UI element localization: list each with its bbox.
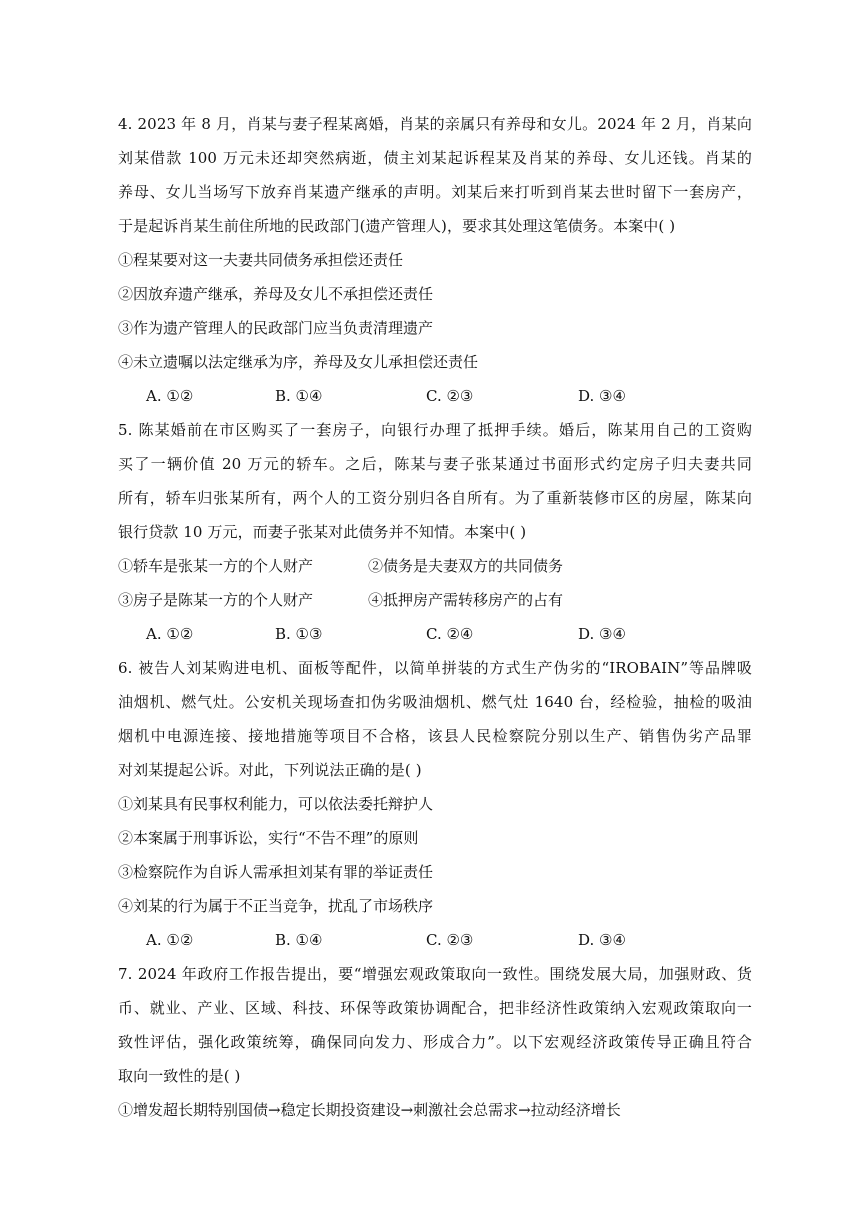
statement-option: ④抵押房产需转移房产的占有	[368, 591, 564, 609]
choice-d[interactable]: D. ③④	[578, 625, 626, 643]
statement-option: ①轿车是张某一方的个人财产	[118, 557, 314, 575]
question-stem-line: 油烟机、燃气灶。公安机关现场查扣伪劣吸油烟机、燃气灶 1640 台，经检验，抽检的吸油	[118, 693, 752, 711]
statement-option: ③房子是陈某一方的个人财产	[118, 591, 314, 609]
question-stem-line: 买了一辆价值 20 万元的轿车。之后，陈某与妻子张某通过书面形式约定房子归夫妻共同	[118, 455, 752, 473]
exam-content	[118, 107, 752, 1127]
statement-option: ①增发超长期特别国债→稳定长期投资建设→刺激社会总需求→拉动经济增长	[118, 1101, 621, 1119]
choice-b[interactable]: B. ①④	[275, 931, 323, 949]
question-stem-line: 5. 陈某婚前在市区购买了一套房子，向银行办理了抵押手续。婚后，陈某用自己的工资购	[118, 421, 752, 439]
choice-d[interactable]: D. ③④	[578, 931, 626, 949]
question-stem-line: 致性评估，强化政策统筹，确保同向发力、形成合力”。以下宏观经济政策传导正确且符合	[118, 1033, 752, 1051]
statement-option: ②债务是夫妻双方的共同债务	[368, 557, 564, 575]
question-stem-line: 7. 2024 年政府工作报告提出，要“增强宏观政策取向一致性。围绕发展大局，加强财政、货	[118, 965, 752, 983]
answer-choices	[118, 923, 752, 957]
choice-a[interactable]: A. ①②	[146, 931, 194, 949]
statement-option: ③检察院作为自诉人需承担刘某有罪的举证责任	[118, 863, 434, 881]
question-stem-line: 养母、女儿当场写下放弃肖某遗产继承的声明。刘某后来打听到肖某去世时留下一套房产，	[118, 183, 752, 201]
statement-option: ①程某要对这一夫妻共同债务承担偿还责任	[118, 251, 404, 269]
choice-a[interactable]: A. ①②	[146, 625, 194, 643]
question-4	[118, 107, 752, 413]
statement-option: ②因放弃遗产继承，养母及女儿不承担偿还责任	[118, 285, 434, 303]
question-stem-line: 6. 被告人刘某购进电机、面板等配件，以简单拼装的方式生产伪劣的“IROBAIN”等品牌吸	[118, 659, 752, 677]
statement-option-row	[118, 549, 752, 583]
question-stem-line: 取向一致性的是( )	[118, 1067, 241, 1085]
question-stem-line: 4. 2023 年 8 月，肖某与妻子程某离婚，肖某的亲属只有养母和女儿。2024 年 2 月，肖某向	[118, 115, 752, 133]
question-stem-line: 对刘某提起公诉。对此，下列说法正确的是( )	[118, 761, 422, 779]
question-stem-line: 银行贷款 10 万元，而妻子张某对此债务并不知情。本案中( )	[118, 523, 527, 541]
question-5	[118, 413, 752, 651]
question-stem-line: 所有，轿车归张某所有，两个人的工资分别归各自所有。为了重新装修市区的房屋，陈某向	[118, 489, 752, 507]
answer-choices	[118, 379, 752, 413]
statement-option-row	[118, 583, 752, 617]
statement-option: ③作为遗产管理人的民政部门应当负责清理遗产	[118, 319, 434, 337]
choice-c[interactable]: C. ②③	[426, 931, 474, 949]
question-stem-line: 币、就业、产业、区域、科技、环保等政策协调配合，把非经济性政策纳入宏观政策取向一	[118, 999, 752, 1017]
statement-option: ②本案属于刑事诉讼，实行“不告不理”的原则	[118, 829, 419, 847]
question-stem-line: 烟机中电源连接、接地措施等项目不合格，该县人民检察院分别以生产、销售伪劣产品罪	[118, 727, 752, 745]
choice-c[interactable]: C. ②③	[426, 387, 474, 405]
question-6	[118, 651, 752, 957]
choice-b[interactable]: B. ①④	[275, 387, 323, 405]
choice-c[interactable]: C. ②④	[426, 625, 474, 643]
question-stem-line: 刘某借款 100 万元未还却突然病逝，债主刘某起诉程某及肖某的养母、女儿还钱。肖某的	[118, 149, 752, 167]
question-stem-line: 于是起诉肖某生前住所地的民政部门(遗产管理人)，要求其处理这笔债务。本案中( )	[118, 217, 676, 235]
statement-option: ④未立遗嘱以法定继承为序，养母及女儿承担偿还责任	[118, 353, 479, 371]
statement-option: ①刘某具有民事权利能力，可以依法委托辩护人	[118, 795, 434, 813]
choice-d[interactable]: D. ③④	[578, 387, 626, 405]
question-7	[118, 957, 752, 1127]
answer-choices	[118, 617, 752, 651]
choice-a[interactable]: A. ①②	[146, 387, 194, 405]
statement-option: ④刘某的行为属于不正当竞争，扰乱了市场秩序	[118, 897, 434, 915]
choice-b[interactable]: B. ①③	[275, 625, 323, 643]
